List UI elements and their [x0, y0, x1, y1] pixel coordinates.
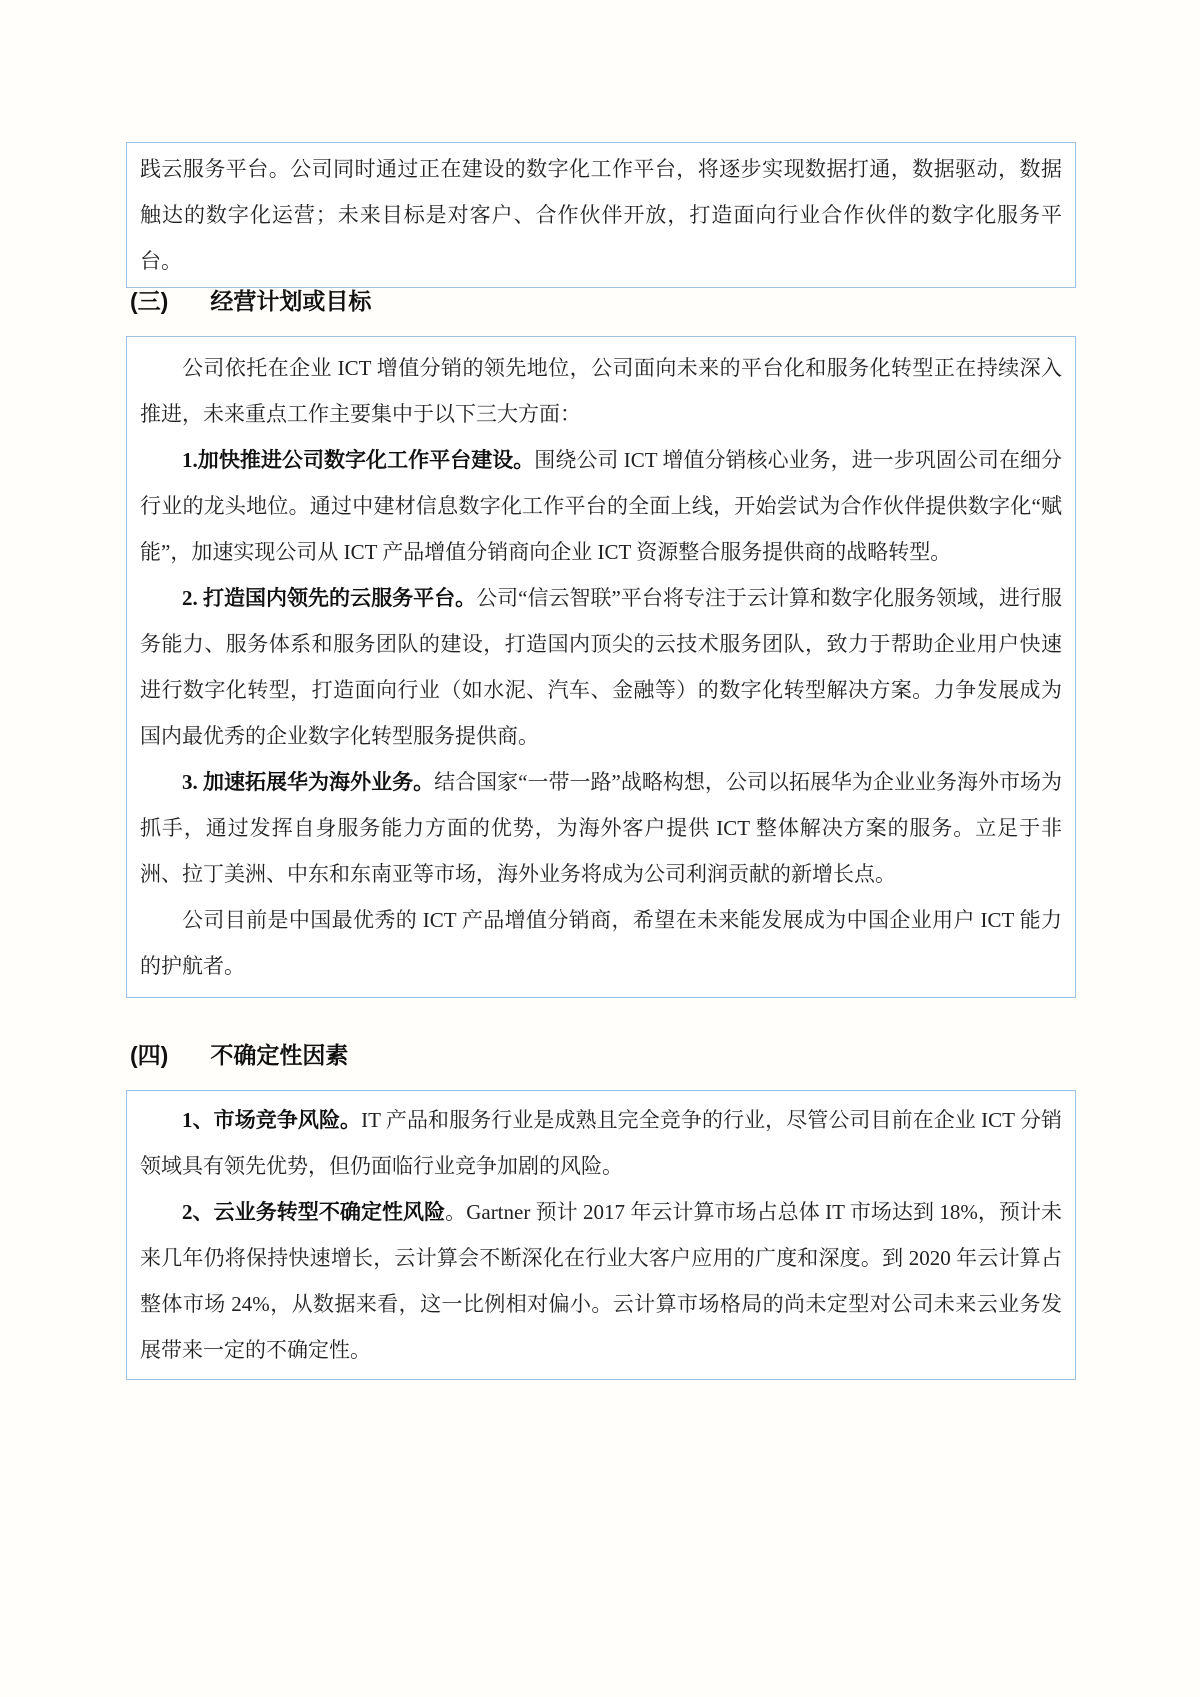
paragraph-text: 。Gartner 预计 2017 年云计算市场占总体 IT 市场达到 18%，预计未来几年仍将保持快速增长，云计算会不断深化在行业大客户应用的广度和深度。到 2020 年云计算占整体市场 24%，从数据来看，这一比例相对偏小。云计算市场格局的尚未定型对公司未来云业务发展带来一定的不确定性。: [140, 1200, 1063, 1362]
paragraph-text: 结合国家“一带一路”战略构想，公司以拓展华为企业业务海外市场为抓手，通过发挥自身服务能力方面的优势，为海外客户提供 ICT 整体解决方案的服务。立足于非洲、拉丁美洲、中东和东南亚等市场，海外业务将成为公司利润贡献的新增长点。: [140, 770, 1063, 886]
paragraph: [140, 437, 1062, 575]
section-number: (三): [130, 288, 169, 314]
paragraph-lead: 2、云业务转型不确定性风险: [182, 1200, 446, 1224]
risk-factors-box: [126, 1090, 1076, 1380]
section-number: (四): [130, 1042, 169, 1068]
section-heading-plan: [130, 287, 371, 315]
paragraph: [140, 1189, 1062, 1373]
paragraph: [140, 146, 1062, 284]
paragraph-text: 公司依托在企业 ICT 增值分销的领先地位，公司面向未来的平台化和服务化转型正在持续深入推进，未来重点工作主要集中于以下三大方面：: [140, 356, 1062, 426]
paragraph-text: 公司目前是中国最优秀的 ICT 产品增值分销商，希望在未来能发展成为中国企业用户 ICT 能力的护航者。: [140, 908, 1062, 978]
section-title: 经营计划或目标: [210, 288, 372, 314]
paragraph: [140, 897, 1062, 989]
paragraph-text: 围绕公司 ICT 增值分销核心业务，进一步巩固公司在细分行业的龙头地位。通过中建材信息数字化工作平台的全面上线，开始尝试为合作伙伴提供数字化“赋能”，加速实现公司从 ICT 产品增值分销商向企业 ICT 资源整合服务提供商的战略转型。: [140, 448, 1063, 564]
business-plan-box: [126, 336, 1076, 998]
paragraph: [140, 345, 1062, 437]
paragraph-lead: 3. 加速拓展华为海外业务。: [182, 770, 435, 794]
paragraph-text: 公司“信云智联”平台将专注于云计算和数字化服务领域，进行服务能力、服务体系和服务团队的建设，打造国内顶尖的云技术服务团队，致力于帮助企业用户快速进行数字化转型，打造面向行业（如水泥、汽车、金融等）的数字化转型解决方案。力争发展成为国内最优秀的企业数字化转型服务提供商。: [140, 586, 1063, 748]
paragraph-text: 践云服务平台。公司同时通过正在建设的数字化工作平台，将逐步实现数据打通，数据驱动，数据触达的数字化运营；未来目标是对客户、合作伙伴开放，打造面向行业合作伙伴的数字化服务平台。: [140, 157, 1062, 273]
paragraph-text: IT 产品和服务行业是成熟且完全竞争的行业，尽管公司目前在企业 ICT 分销领域具有领先优势，但仍面临行业竞争加剧的风险。: [140, 1108, 1063, 1178]
section-heading-risk: [130, 1041, 348, 1069]
paragraph: [140, 1097, 1062, 1189]
paragraph: [140, 575, 1062, 759]
intro-text-box: [126, 142, 1076, 288]
paragraph-lead: 2. 打造国内领先的云服务平台。: [182, 586, 477, 610]
paragraph: [140, 759, 1062, 897]
paragraph-lead: 1.加快推进公司数字化工作平台建设。: [182, 448, 535, 472]
section-title: 不确定性因素: [210, 1042, 349, 1068]
paragraph-lead: 1、市场竞争风险。: [182, 1108, 362, 1132]
